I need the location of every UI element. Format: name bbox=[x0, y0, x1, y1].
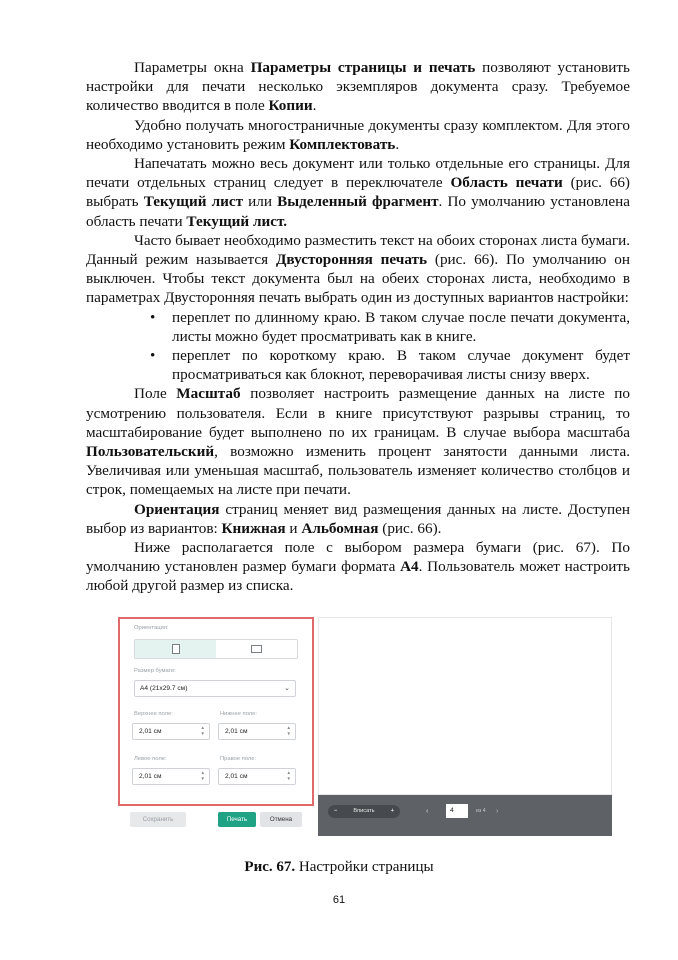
figure-caption bbox=[0, 858, 678, 876]
text-run: (рис. 66) выбрать bbox=[86, 174, 630, 211]
bold-term: Ориентация bbox=[134, 500, 220, 518]
text-run: позволяют установить настройки для печати несколько экземпляров документа сразу. Требуемое количество вводится в поле bbox=[86, 59, 630, 115]
zoom-out-button[interactable]: − bbox=[334, 808, 338, 814]
orientation-label: Ориентация: bbox=[134, 625, 169, 631]
top-margin-value: 2,01 см bbox=[139, 728, 162, 735]
text-run: или bbox=[243, 193, 278, 211]
preview-toolbar bbox=[318, 795, 612, 836]
next-page-button[interactable]: › bbox=[496, 808, 499, 815]
paper-size-label: Размер бумаги: bbox=[134, 668, 176, 674]
text-run: (рис. 66). bbox=[378, 519, 442, 537]
zoom-fit-label[interactable]: Вписать bbox=[353, 808, 375, 814]
zoom-in-button[interactable]: + bbox=[390, 808, 394, 814]
text-run: . bbox=[395, 135, 400, 153]
caption-number: Рис. 67. bbox=[244, 859, 296, 875]
caption-text: Настройки страницы bbox=[295, 859, 434, 875]
bold-term: Масштаб bbox=[176, 385, 241, 403]
body-text bbox=[86, 58, 630, 596]
landscape-icon bbox=[251, 645, 262, 653]
text-run: позволяет настроить размещение данных на листе по усмотрению пользователя. Если в книге присутствуют разрывы страниц, то масштабирование будет выполнено по их границам. В случае выбора масштаба bbox=[86, 385, 630, 441]
bottom-margin-value: 2,01 см bbox=[225, 728, 248, 735]
orientation-toggle bbox=[134, 639, 298, 659]
left-margin-value: 2,01 см bbox=[139, 773, 162, 780]
bold-term: Двусторонняя печать bbox=[275, 251, 428, 269]
stepper-icon[interactable]: ▲ ▼ bbox=[286, 725, 291, 736]
landscape-option[interactable] bbox=[216, 640, 297, 658]
text-run: страниц меняет вид размещения данных на листе. Доступен выбор из вариантов: bbox=[86, 500, 630, 537]
stepper-icon[interactable]: ▲ ▼ bbox=[200, 770, 205, 781]
bold-term: Пользовательский bbox=[86, 443, 215, 461]
print-preview bbox=[318, 617, 612, 795]
left-margin-field[interactable] bbox=[132, 768, 210, 785]
settings-panel bbox=[118, 617, 314, 806]
right-margin-field[interactable] bbox=[218, 768, 296, 785]
text-run: , возможно изменить процент занятости данными листа. Увеличивая или уменьшая масштаб, пользователь изменяет количество столбцов и строк, помещаемых на листе при печати. bbox=[86, 443, 630, 499]
page-number: 61 bbox=[332, 894, 346, 906]
list-item: • переплет по длинному краю. В таком случае после печати документа, листы можно будет просматривать как в книге. bbox=[172, 308, 630, 346]
text-run: Удобно получать многостраничные документы сразу комплектом. Для этого необходимо установить режим bbox=[86, 116, 630, 153]
bold-term: Параметры страницы и печать bbox=[250, 59, 476, 76]
bold-term: Комплектовать bbox=[289, 135, 396, 153]
text-run: Напечатать можно весь документ или только отдельные его страницы. Для печати отдельных страниц следует в переключателе bbox=[86, 155, 630, 192]
text-run: Параметры окна bbox=[134, 59, 251, 76]
paragraph bbox=[86, 384, 630, 499]
bullet-list bbox=[86, 308, 630, 385]
save-button[interactable]: Сохранить bbox=[130, 812, 186, 827]
text-run: и bbox=[285, 519, 302, 537]
bold-term: Текущий лист. bbox=[186, 212, 288, 230]
print-button[interactable]: Печать bbox=[218, 812, 256, 827]
bold-term: Выделенный фрагмент bbox=[277, 193, 439, 211]
paragraph bbox=[86, 116, 630, 154]
chevron-down-icon: ⌄ bbox=[284, 685, 290, 692]
stepper-icon[interactable]: ▲ ▼ bbox=[200, 725, 205, 736]
portrait-icon bbox=[172, 644, 180, 654]
list-item: • переплет по короткому краю. В таком случае документ будет просматриваться как блокнот, переворачивая листы снизу вверх. bbox=[172, 346, 630, 384]
paragraph bbox=[86, 154, 630, 231]
cancel-button[interactable]: Отмена bbox=[260, 812, 302, 827]
text-run: . Пользователь может настроить любой другой размер из списка. bbox=[86, 558, 630, 595]
text-run: (рис. 66). По умолчанию он выключен. Чтобы текст документа был на обеих сторонах листа, необходимо в параметрах Двусторонняя печать выбрать один из доступных вариантов настройки: bbox=[86, 251, 630, 307]
paper-size-select[interactable] bbox=[134, 680, 296, 697]
stepper-icon[interactable]: ▲ ▼ bbox=[286, 770, 291, 781]
right-margin-label: Правое поле: bbox=[220, 756, 257, 762]
bold-term: Копии bbox=[268, 97, 313, 115]
paper-size-value: A4 (21x29.7 см) bbox=[140, 685, 188, 692]
bottom-margin-label: Нижнее поле: bbox=[220, 711, 258, 717]
dialog-buttons bbox=[118, 812, 314, 832]
bottom-margin-field[interactable] bbox=[218, 723, 296, 740]
figure-page-settings bbox=[118, 617, 612, 836]
bold-term: Альбомная bbox=[301, 519, 379, 537]
text-run: Поле bbox=[134, 385, 177, 403]
left-margin-label: Левое поле: bbox=[134, 756, 167, 762]
text-run: Часто бывает необходимо разместить текст на обоих сторонах листа бумаги. Данный режим называется bbox=[86, 231, 630, 269]
text-run: Ниже располагается поле с выбором размера бумаги (рис. 67). По умолчанию установлен размер бумаги формата bbox=[86, 539, 630, 576]
page-number-input[interactable]: 4 bbox=[446, 804, 468, 818]
text-run: . bbox=[312, 97, 317, 115]
paragraph bbox=[86, 500, 630, 538]
paragraph bbox=[86, 538, 630, 596]
zoom-control bbox=[328, 805, 400, 818]
portrait-option[interactable] bbox=[135, 640, 216, 658]
bold-term: Книжная bbox=[221, 519, 286, 537]
paragraph bbox=[86, 231, 630, 308]
bold-term: Текущий лист bbox=[143, 193, 244, 211]
right-margin-value: 2,01 см bbox=[225, 773, 248, 780]
bold-term: A4 bbox=[400, 558, 419, 576]
prev-page-button[interactable]: ‹ bbox=[426, 808, 429, 815]
top-margin-field[interactable] bbox=[132, 723, 210, 740]
paragraph bbox=[86, 58, 630, 116]
text-run: . По умолчанию установлена область печати bbox=[86, 193, 630, 230]
top-margin-label: Верхнее поле: bbox=[134, 711, 173, 717]
bold-term: Область печати bbox=[450, 174, 563, 192]
page-count: из 4 bbox=[476, 808, 486, 814]
